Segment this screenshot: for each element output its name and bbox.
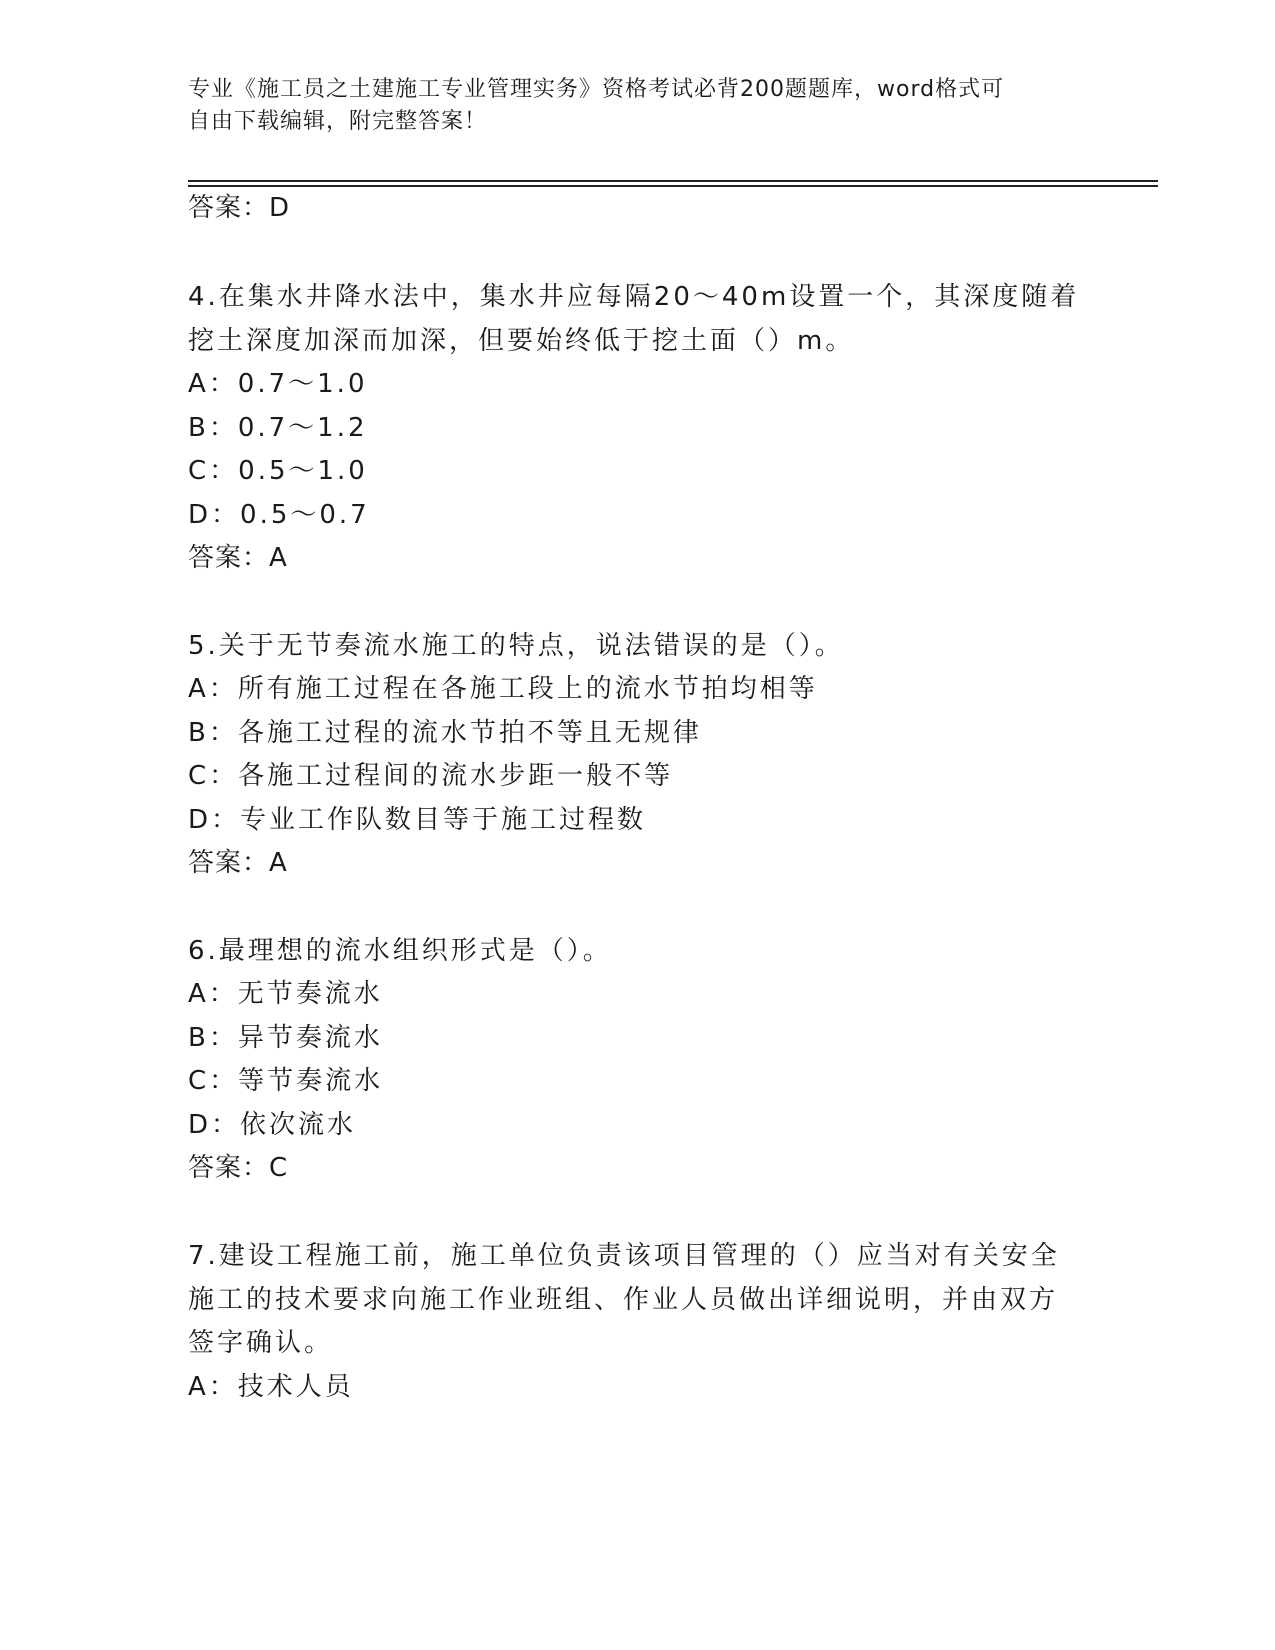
q5-stem-line-1: 5.关于无节奏流水施工的特点，说法错误的是（）。 [188,631,844,661]
q4-option-a: A：0.7～1.0 [188,369,368,399]
header-divider-bottom [188,185,1158,187]
q6-option-d: D：依次流水 [188,1110,357,1140]
q7-stem-line-2: 施工的技术要求向施工作业班组、作业人员做出详细说明，并由双方 [188,1285,1059,1315]
q5-option-d: D：专业工作队数目等于施工过程数 [188,805,647,835]
answer-q6: 答案：C [188,1153,289,1183]
q5-option-b: B：各施工过程的流水节拍不等且无规律 [188,718,702,748]
answer-q3: 答案：D [188,193,291,223]
q4-stem-line-1: 4.在集水井降水法中，集水井应每隔20～40m设置一个，其深度随着 [188,282,1080,312]
q5-option-a: A：所有施工过程在各施工段上的流水节拍均相等 [188,674,818,704]
header-line-1: 专业《施工员之土建施工专业管理实务》资格考试必背200题题库，word格式可 [188,77,1005,102]
q4-option-b: B：0.7～1.2 [188,413,368,443]
q6-option-b: B：异节奏流水 [188,1023,383,1053]
answer-q4: 答案：A [188,543,288,573]
q7-stem-line-1: 7.建设工程施工前，施工单位负责该项目管理的（）应当对有关安全 [188,1241,1060,1271]
q7-option-a: A：技术人员 [188,1372,354,1402]
q6-option-c: C：等节奏流水 [188,1066,384,1096]
header-divider-top [188,180,1158,182]
header-line-2: 自由下载编辑，附完整答案！ [188,109,488,134]
q4-option-c: C：0.5～1.0 [188,456,368,486]
answer-q5: 答案：A [188,848,288,878]
q6-stem-line-1: 6.最理想的流水组织形式是（）。 [188,936,612,966]
q4-stem-line-2: 挖土深度加深而加深，但要始终低于挖土面（）m。 [188,326,855,356]
q6-option-a: A：无节奏流水 [188,979,383,1009]
document-header [188,74,1068,138]
q5-option-c: C：各施工过程间的流水步距一般不等 [188,761,674,791]
q7-stem-line-3: 签字确认。 [188,1328,334,1358]
q4-option-d: D：0.5～0.7 [188,500,370,530]
